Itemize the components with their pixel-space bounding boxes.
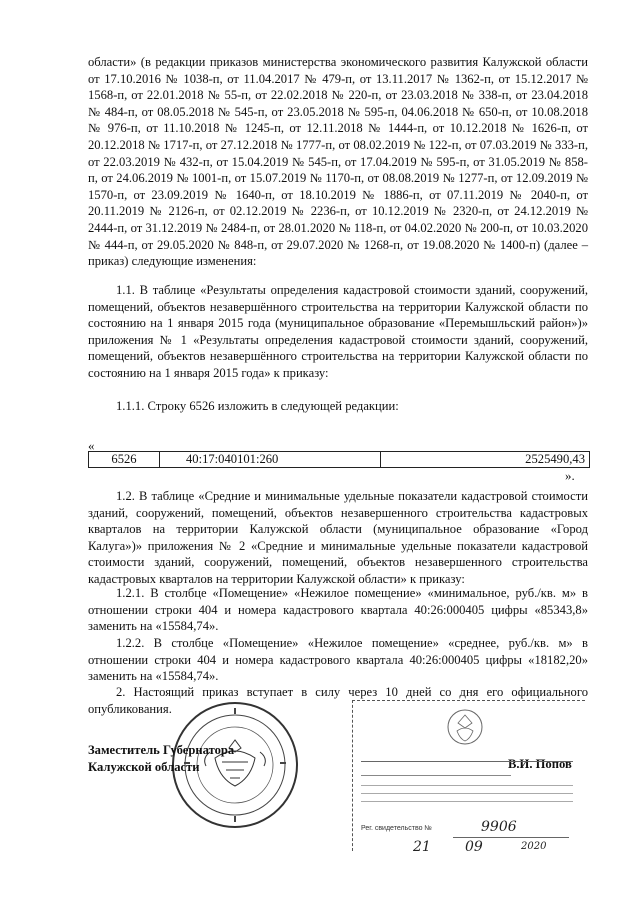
signatory-name: В.И. Попов — [508, 757, 572, 771]
emblem-icon — [445, 707, 485, 747]
paragraph-1-2-1: 1.2.1. В столбце «Помещение» «Нежилое помещение» «минимальное, руб./кв. м» в отношении строки 404 и номера кадастрового квартала 40:26:000405 цифры «85343,8» заменить на «15584,74». — [88, 586, 588, 634]
cadastral-number-cell: 40:17:040101:260 — [160, 452, 381, 468]
row-number-cell: 6526 — [89, 452, 160, 468]
stamp-reg-label: Рег. свидетельство № — [361, 825, 432, 832]
stamp-date-month: 09 — [465, 839, 483, 855]
intro-paragraph: области» (в редакции приказов министерства экономического развития Калужской области от 17.10.2016 № 1038-п, от 11.04.2017 № 479-п, от 13.11.2017 № 1362-п, от 15.12.2017 № 1568-п, от 22.01.2018 № 55-п, от 22.02.2018 № 220-п, от 23.03.2018 № 338-п, от 23.04.2018 № 484-п, от 08.05.2018 № 545-п, от 23.05.2018 № 595-п, 04.06.2018 № 650-п, от 10.08.2018 № 976-п, от 11.10.2018 № 1245-п, от 12.11.2018 № 1444-п, от 10.12.2018 № 1626-п, от 20.12.2018 № 1717-п, от 27.12.2018 № 1777-п, от 08.02.2019 № 122-п, от 07.03.2019 № 333-п, от 22.03.2019 № 432-п, от 15.04.2019 № 545-п, от 17.04.2019 № 595-п, от 31.05.2019 № 858-п, от 24.06.2019 № 1001-п, от 15.07.2019 № 1170-п, от 08.08.2019 № 1277-п, от 12.09.2019 № 1570-п, от 23.09.2019 № 1640-п, от 18.10.2019 № 1886-п, от 07.11.2019 № 2040-п, от 20.11.2019 № 2126-п, от 02.12.2019 № 2236-п, от 10.12.2019 № 2320-п, от 24.12.2019 № 2444-п, от 31.12.2019 № 2484-п, от 28.01.2020 № 118-п, от 04.02.2020 № 200-п, от 10.03.2020 № 444-п, от 29.05.2020 № 848-п, от 29.07.2020 № 1268-п, от 19.08.2020 № 1400-п) (далее – приказ) следующие изменения: — [88, 55, 588, 269]
signatory-position-line1: Заместитель Губернатора — [88, 743, 235, 757]
paragraph-1-1: 1.1. В таблице «Результаты определения кадастровой стоимости зданий, сооружений, помещений, объектов незавершённого строительства на территории Калужской области по состоянию на 1 января 2015 года (муниципальное образование «Перемышльский район»)» приложения № 1 «Результаты определения кадастровой стоимости зданий, сооружений, помещений, объектов незавершённого строительства на территории Калужской области по состоянию на 1 января 2015 года» к приказу: — [88, 283, 588, 380]
paragraph-1-2: 1.2. В таблице «Средние и минимальные удельные показатели кадастровой стоимости зданий, сооружений, помещений, объектов незавершенного строительства кадастровых кварталов на территории Калужской области (муниципальное образование «Город Калуга»)» приложения № 2 «Средние и минимальные удельные показатели кадастровой стоимости зданий, сооружений, помещений, объектов незавершенного строительства кадастровых кварталов на территории Калужской области» к приказу: — [88, 489, 588, 586]
replacement-row-table — [88, 451, 590, 468]
stamp-date-year: 2020 — [521, 841, 547, 852]
cadastral-value-cell: 2525490,43 — [381, 452, 590, 468]
table-row — [89, 452, 590, 468]
stamp-date-day: 21 — [413, 839, 431, 855]
signatory-position — [88, 742, 234, 776]
paragraph-1-2-2: 1.2.2. В столбце «Помещение» «Нежилое помещение» «среднее, руб./кв. м» в отношении строки 404 и номера кадастрового квартала 40:26:000405 цифры «18182,20» заменить на «15584,74». — [88, 636, 588, 684]
paragraph-2: 2. Настоящий приказ вступает в силу через 10 дней со дня его официального опубликования. — [88, 685, 588, 716]
paragraph-1-1-1: 1.1.1. Строку 6526 изложить в следующей редакции: — [116, 399, 399, 413]
registration-stamp — [352, 700, 585, 855]
signatory-position-line2: Калужской области — [88, 760, 200, 774]
quote-open-mark: « — [88, 438, 95, 453]
stamp-reg-number: 9906 — [481, 819, 517, 835]
quote-close-mark: ». — [565, 468, 575, 483]
